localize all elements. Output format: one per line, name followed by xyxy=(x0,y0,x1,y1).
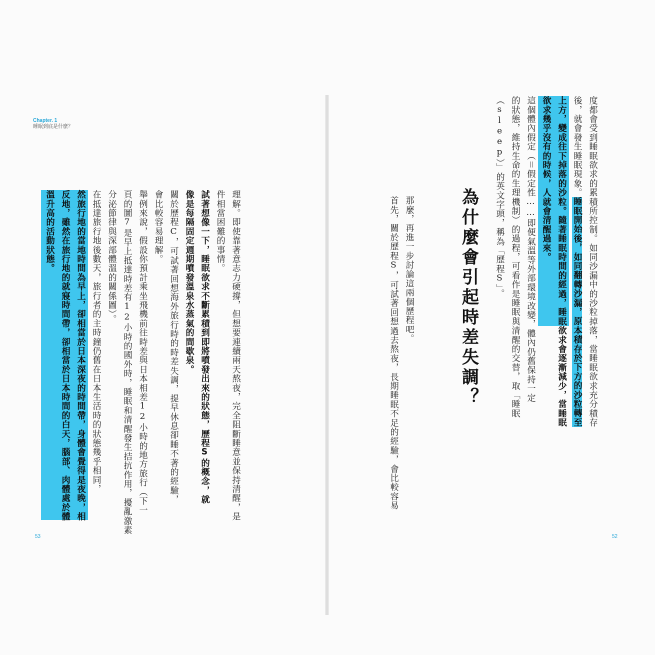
text-column: 會比較容易理解。 xyxy=(153,190,163,264)
bold-column: 試著想像一下，睡眠欲求不斷累積到即將噴發出來的狀態，歷程S的概念，就 xyxy=(199,190,210,505)
left-text xyxy=(41,190,243,535)
text-column: 舉例來說，假設你預計乘坐飛機前往時差與日本相差12小時的地方旅行（下一 xyxy=(137,190,148,515)
highlight-column: 然旅行地的當地時間為早上，卻相當於日本深夜的時間帶，身體會覺得是夜晚，相 xyxy=(72,190,88,520)
text-column: 在抵達旅行地後數天，旅行者的主時鐘仍舊在日本生活時的狀態幾乎相同， xyxy=(91,190,101,494)
book-gutter xyxy=(325,95,329,615)
highlight-column: 上方，變成往下掉落的沙粒。隨著睡眠時間的經過，睡眠欲求會逐漸減少，當睡眠 xyxy=(553,96,569,326)
text-column: 頁的圖7是早上抵達時差有12小時的國外時，睡眠和清醒發生拮抗作用，擾亂激素 xyxy=(122,190,132,535)
highlight-column: 欲求幾乎沒有的時候，人就會清醒過來。 xyxy=(538,96,554,326)
chapter-subtitle: 睡眠到底是什麼？ xyxy=(33,124,74,130)
text-column: 件相當困難的事情。 xyxy=(215,190,225,273)
highlight-column: 反地，雖然在旅行地的就寢時間帶，卻相當於日本時間的白天，腦部、肉體處於體 xyxy=(57,190,73,520)
right-bottom-text xyxy=(385,196,416,526)
text-column: 首先，關於歷程S，可試著回想過去熬夜，長期睡眠不足的經驗，會比較容易 xyxy=(388,196,399,511)
text-column: （sleep）」的英文字頭，稱為「歷程S」。 xyxy=(494,96,505,299)
page-number-left: 53 xyxy=(35,534,41,540)
text-column: 理解。即使靠著意志力硬撐，但想要連續兩天熬夜，完全阻斷睡意並保持清醒，是 xyxy=(230,190,241,522)
bold-column: 像是每隔固定週期噴發溫泉水蒸氣的間歇泉。 xyxy=(184,190,194,374)
section-title: 為什麼會引起時差失調？ xyxy=(458,188,478,408)
page-number-right: 52 xyxy=(612,534,618,540)
text-column: 度都會受到睡眠欲求的累積所控制。如同沙漏中的沙粒掉落，當睡眠欲求充分積存 xyxy=(587,96,598,428)
text-column: 那麼，再進一步討論這兩個歷程吧。 xyxy=(404,196,414,344)
chapter-header xyxy=(33,118,73,130)
right-top-text xyxy=(491,96,600,428)
text-column: 關於歷程C，可試著回想海外旅行時的時差失調，提早休息卻睡不著的經驗， xyxy=(168,190,179,505)
highlight-column: 溫升高的活動狀態。 xyxy=(41,190,57,520)
text-column xyxy=(569,96,585,428)
text-run: 後，就會發生睡眠現象。 xyxy=(572,96,582,198)
highlight-text: 睡眠開始後，如同翻轉沙漏，原本積存於下方的沙粒轉至 xyxy=(572,197,582,428)
text-column: 分泌節律與深部體溫的關係圖）。 xyxy=(106,190,117,324)
chapter-label: Chapter. 1 xyxy=(33,118,58,124)
text-column: 這個體內假定（＝假定性……即便氣溫等外部環境改變，體內仍舊保持一定 xyxy=(525,96,536,403)
text-column: 的狀態，維持生命的生理機制）的過程，可看作是睡眠與清醒的交替，取「睡眠 xyxy=(510,96,520,418)
